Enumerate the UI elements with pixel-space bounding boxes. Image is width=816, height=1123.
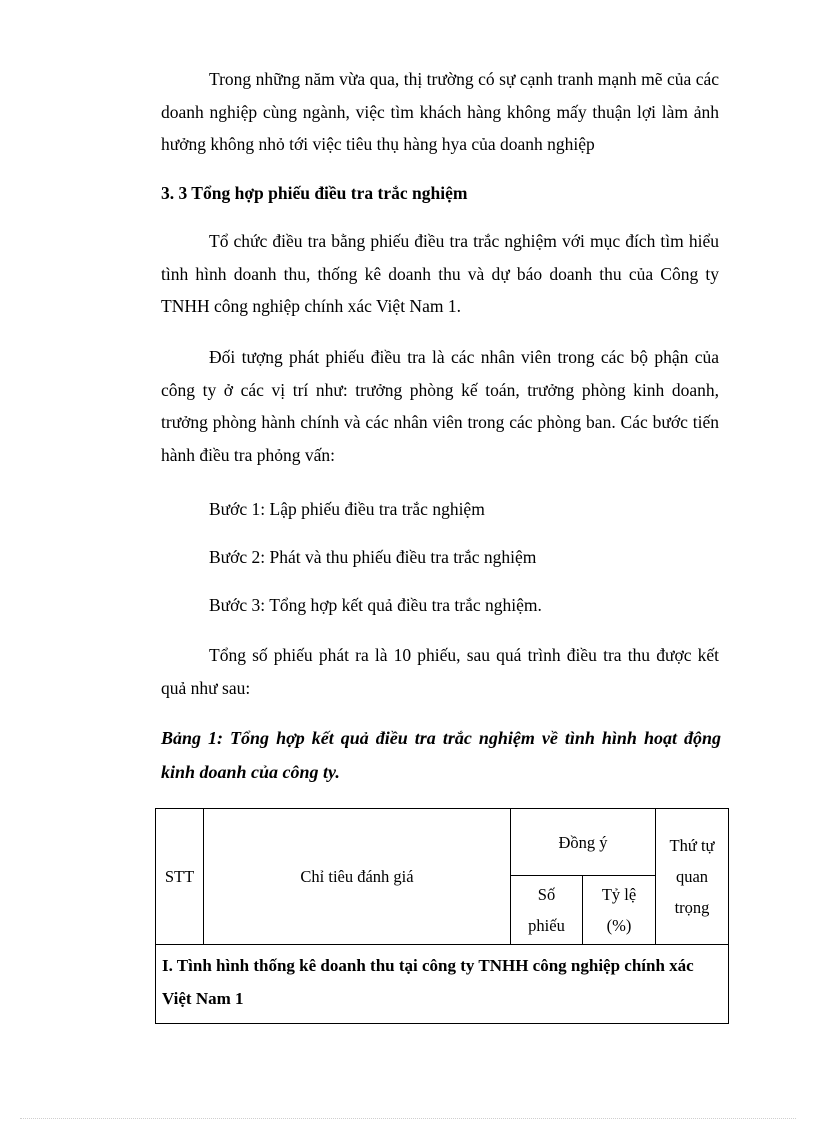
purpose-block [161,225,719,323]
header-rank-line1: Thứ tự [669,836,715,855]
intro-block [161,63,719,161]
intro-paragraph: Trong những năm vừa qua, thị trường có sự cạnh tranh mạnh mẽ của các doanh nghiệp cùng ngành, việc tìm khách hàng không mấy thuận lợi làm ảnh hưởng không nhỏ tới việc tiêu thụ hàng hya của doanh nghiệp [161,69,719,154]
section-heading: 3. 3 Tổng hợp phiếu điều tra trắc nghiệm [161,183,468,203]
total-paragraph: Tổng số phiếu phát ra là 10 phiếu, sau quá trình điều tra thu được kết quả như sau: [161,645,719,698]
header-count [511,876,583,945]
total-block [161,639,719,704]
survey-table [155,808,729,1024]
header-agree: Đồng ý [511,809,656,876]
header-ratio-line1: Tỷ lệ [601,885,637,904]
table-section-row: I. Tình hình thống kê doanh thu tại công ty TNHH công nghiệp chính xác Việt Nam 1 [156,945,729,1024]
header-rank-line3: trọng [674,898,710,917]
header-criteria: Chỉ tiêu đánh giá [204,809,511,945]
header-ratio-line2: (%) [606,916,632,935]
header-count-line2: phiếu [528,916,565,935]
header-count-line1: Số [537,885,556,904]
header-rank [656,809,729,945]
header-rank-line2: quan [675,867,709,886]
subjects-block [161,341,719,471]
header-ratio [583,876,656,945]
table-caption: Bảng 1: Tổng hợp kết quả điều tra trắc nghiệm về tình hình hoạt động kinh doanh của công ty. [161,728,721,782]
subjects-paragraph: Đối tượng phát phiếu điều tra là các nhân viên trong các bộ phận của công ty ở các vị trí như: trưởng phòng kế toán, trưởng phòng kinh doanh, trưởng phòng hành chính và các nhân viên trong các phòng ban. Các bước tiến hành điều tra phỏng vấn: [161,347,719,465]
page-divider [20,1118,796,1119]
step-3: Bước 3: Tổng hợp kết quả điều tra trắc nghiệm. [209,595,542,615]
step-2: Bước 2: Phát và thu phiếu điều tra trắc nghiệm [209,547,537,567]
purpose-paragraph: Tổ chức điều tra bằng phiếu điều tra trắc nghiệm với mục đích tìm hiểu tình hình doanh thu, thống kê doanh thu và dự báo doanh thu của Công ty TNHH công nghiệp chính xác Việt Nam 1. [161,231,719,316]
step-1: Bước 1: Lập phiếu điều tra trắc nghiệm [209,499,485,519]
header-stt: STT [156,809,204,945]
